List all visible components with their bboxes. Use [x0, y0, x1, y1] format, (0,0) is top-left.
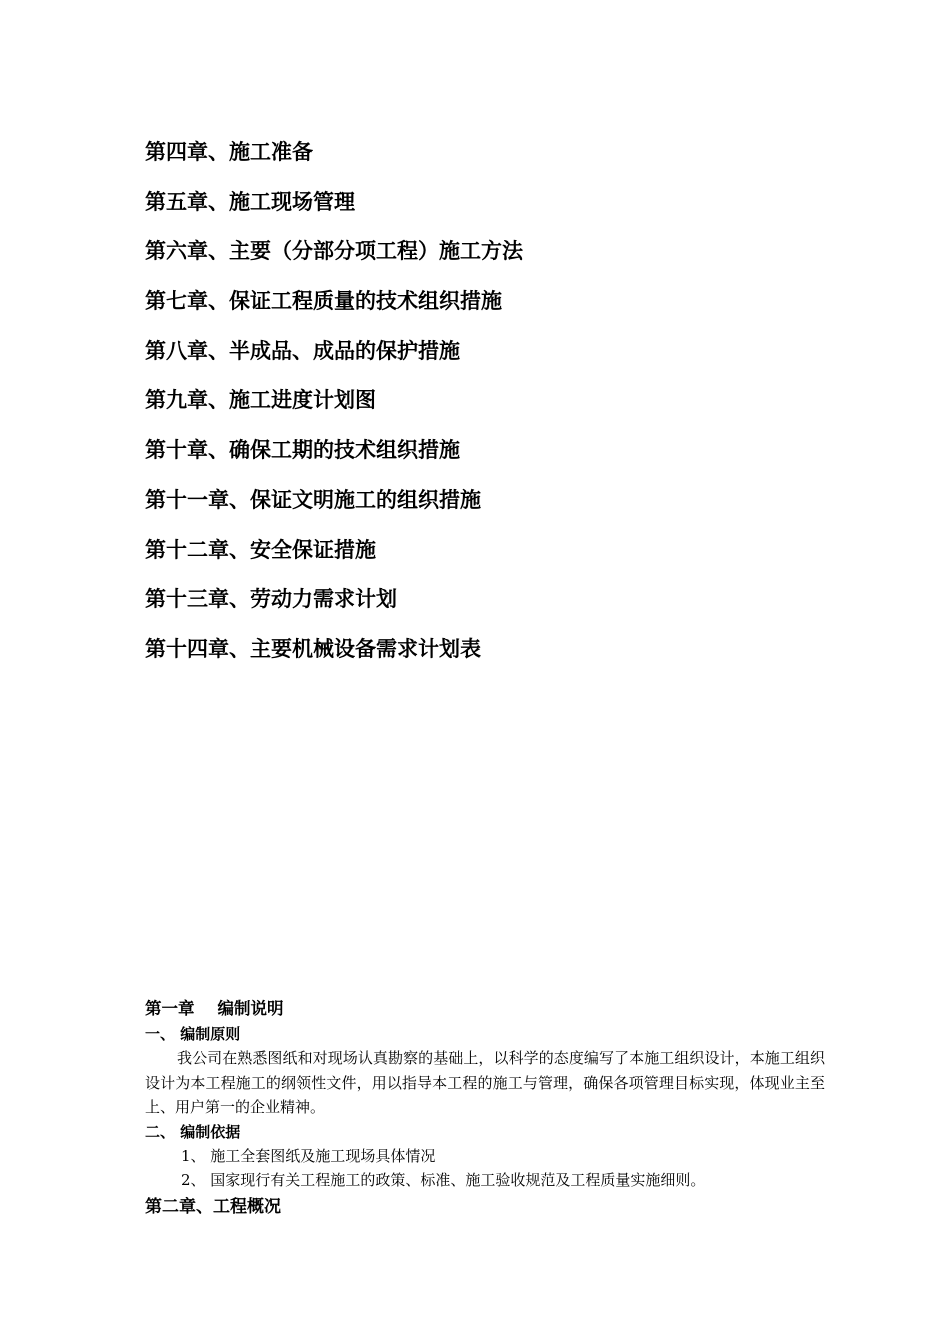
toc-item-chapter-12: 第十二章、安全保证措施	[145, 537, 376, 562]
toc-item-chapter-9: 第九章、施工进度计划图	[145, 388, 376, 413]
toc-item-chapter-4: 第四章、施工准备	[145, 140, 313, 164]
table-of-contents	[145, 134, 845, 681]
toc-item-chapter-8: 第八章、半成品、成品的保护措施	[145, 338, 460, 363]
toc-item-chapter-7: 第七章、保证工程质量的技术组织措施	[145, 289, 502, 314]
chapter-1-heading: 第一章 编制说明	[145, 999, 284, 1018]
basis-list-item: 2、 国家现行有关工程施工的政策、标准、施工验收规范及工程质量实施细则。	[181, 1170, 706, 1189]
toc-item-chapter-10: 第十章、确保工期的技术组织措施	[145, 438, 460, 463]
toc-item-chapter-5: 第五章、施工现场管理	[145, 189, 355, 214]
section-basis-heading: 二、 编制依据	[145, 1122, 241, 1141]
principles-paragraph: 我公司在熟悉图纸和对现场认真勘察的基础上，以科学的态度编写了本施工组织设计，本施工组织设计为本工程施工的纲领性文件，用以指导本工程的施工与管理，确保各项管理目标实现，体现业主至上、用户第一的企业精神。	[145, 1049, 825, 1116]
toc-item-chapter-14: 第十四章、主要机械设备需求计划表	[145, 636, 481, 661]
basis-list-item: 1、 施工全套图纸及施工现场具体情况	[181, 1146, 436, 1165]
section-principles-heading: 一、 编制原则	[145, 1025, 241, 1043]
chapter-2-heading: 第二章、工程概况	[145, 1196, 281, 1217]
toc-item-chapter-6: 第六章、主要（分部分项工程）施工方法	[145, 239, 523, 264]
toc-item-chapter-13: 第十三章、劳动力需求计划	[145, 587, 397, 612]
toc-item-chapter-11: 第十一章、保证文明施工的组织措施	[145, 487, 481, 512]
chapter-1-section	[145, 996, 825, 1222]
